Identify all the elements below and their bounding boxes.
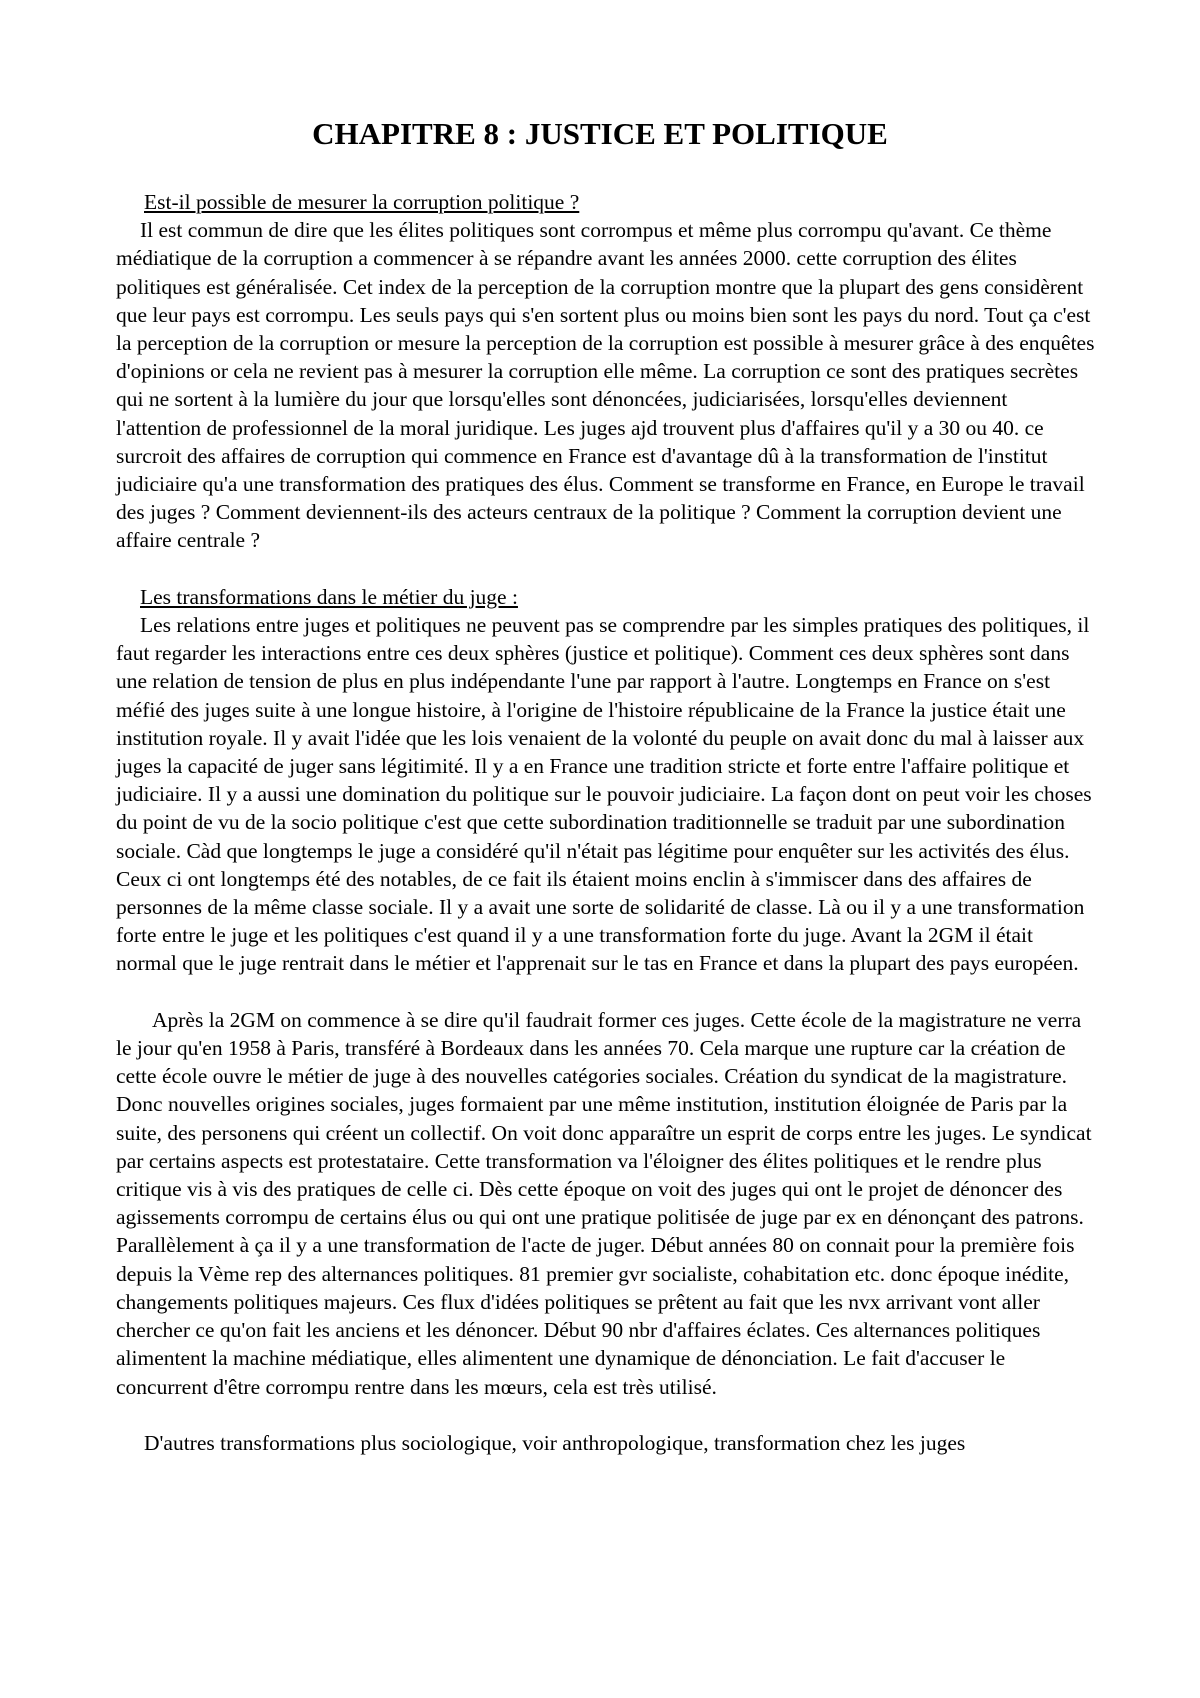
paragraph-judge-politics: Les relations entre juges et politiques ne peuvent pas se comprendre par les simples pratiques des politiques, il faut regarder les interactions entre ces deux sphères (justice et politique). Comment ces deux sphères sont dans une relation de tension de plus en plus indépendante l'une par rapport à l'autre. Longtemps en France on s'est méfié des juges suite à une longue histoire, à l'origine de l'histoire républicaine de la France la justice était une institution royale. Il y avait l'idée que les lois venaient de la volonté du peuple on avait donc du mal à laisser aux juges la capacité de juger sans légitimité. Il y a en France une tradition stricte et forte entre l'affaire politique et judiciaire. Il y a aussi une domination du politique sur le pouvoir judiciaire. La façon dont on peut voir les choses du point de vu de la socio politique c'est que cette subordination traditionnelle se traduit par une subordination sociale. Càd que longtemps le juge a considéré qu'il n'était pas légitime pour enquêter sur les activités des élus. Ceux ci ont longtemps été des notables, de ce fait ils étaient moins enclin à s'immiscer dans des affaires de personnes de la même classe sociale. Il y a avait une sorte de solidarité de classe. Là ou il y a une transformation forte entre le juge et les politiques c'est quand il y a une transformation forte du juge. Avant la 2GM il était normal que le juge rentrait dans le métier et l'apprenait sur le tas en France et dans la plupart des pays européen. <box>116 613 1092 976</box>
paragraph-corruption: Il est commun de dire que les élites politiques sont corrompus et même plus corrompu qu'avant. Ce thème médiatique de la corruption a commencer à se répandre avant les années 2000. cette corruption des élites politiques est généralisée. Cet index de la perception de la corruption montre que la plupart des gens considèrent que leur pays est corrompu. Les seuls pays qui s'en sortent plus ou moins bien sont les pays du nord. Tout ça c'est la perception de la corruption or mesure la perception de la corruption est possible à mesurer grâce à des enquêtes d'opinions or cela ne revient pas à mesurer la corruption elle même. La corruption ce sont des pratiques secrètes qui ne sortent à la lumière du jour que lorsqu'elles sont dénoncées, judiciarisées, lorsqu'elles deviennent l'attention de professionnel de la moral juridique. Les juges ajd trouvent plus d'affaires qu'il y a 30 ou 40. ce surcroit des affaires de corruption qui commence en France est d'avantage dû à la transformation de l'institut judiciaire qu'a une transformation des pratiques des élus. Comment se transforme en France, en Europe le travail des juges ? Comment deviennent-ils des acteurs centraux de la politique ? Comment la corruption devient une affaire centrale ? <box>116 218 1095 553</box>
document-body <box>116 188 1096 1457</box>
paragraph-gap <box>116 1401 1096 1429</box>
section-heading-corruption: Est-il possible de mesurer la corruption politique ? <box>144 190 580 214</box>
paragraph-gap <box>116 978 1096 1006</box>
chapter-title: CHAPITRE 8 : JUSTICE ET POLITIQUE <box>312 116 888 151</box>
paragraph-other-transformations: D'autres transformations plus sociologique, voir anthropologique, transformation chez les juges <box>144 1430 966 1455</box>
paragraph-gap <box>116 555 1096 583</box>
paragraph-magistrature-school: Après la 2GM on commence à se dire qu'il faudrait former ces juges. Cette école de la magistrature ne verra le jour qu'en 1958 à Paris, transféré à Bordeaux dans les années 70. Cela marque une rupture car la création de cette école ouvre le métier de juge à des nouvelles catégories sociales. Création du syndicat de la magistrature. Donc nouvelles origines sociales, juges formaient par une même institution, institution éloignée de Paris par la suite, des personens qui créent un collectif. On voit donc apparaître un esprit de corps entre les juges. Le syndicat par certains aspects est protestataire. Cette transformation va l'éloigner des élites politiques et le rendre plus critique vis à vis des pratiques de celle ci. Dès cette époque on voit des juges qui ont le projet de dénoncer des agissements corrompu de certains élus ou qui ont une pratique politisée de juge par ex en dénonçant des patrons. Parallèlement à ça il y a une transformation de l'acte de juger. Début années 80 on connait pour la première fois depuis la Vème rep des alternances politiques. 81 premier gvr socialiste, cohabitation etc. donc époque inédite, changements politiques majeurs. Ces flux d'idées politiques se prêtent au fait que les nvx arrivant vont aller chercher ce qu'on fait les anciens et les dénoncer. Début 90 nbr d'affaires éclates. Ces alternances politiques alimentent la machine médiatique, elles alimentent une dynamique de dénonciation. Le fait d'accuser le concurrent d'être corrompu rentre dans les mœurs, cela est très utilisé. <box>116 1007 1092 1399</box>
section-heading-judge-profession: Les transformations dans le métier du juge : <box>140 584 518 609</box>
